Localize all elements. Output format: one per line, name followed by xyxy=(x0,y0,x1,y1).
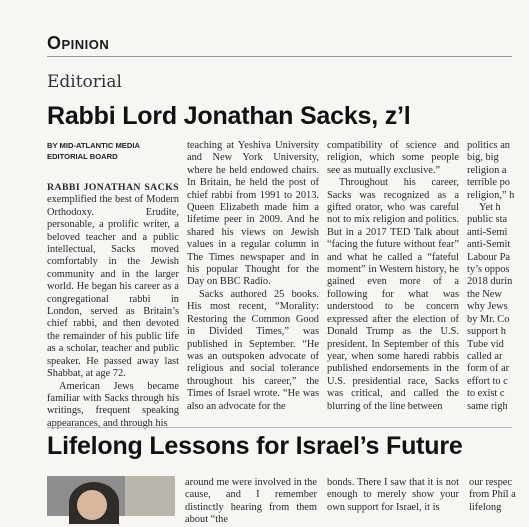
column-4-line: Yet h xyxy=(479,202,501,214)
editorial-headline: Rabbi Lord Jonathan Sacks, z’l xyxy=(47,102,411,130)
column-4-line: Tube vid xyxy=(467,338,504,350)
column-4-line: religion a xyxy=(467,164,507,176)
column-4-line: effort to c xyxy=(467,375,508,387)
editorial-kicker: Editorial xyxy=(47,72,122,92)
column-4-line: why Jews xyxy=(467,301,508,313)
editorial-column-1 xyxy=(47,140,179,430)
second-headline: Lifelong Lessons for Israel’s Future xyxy=(47,432,463,460)
editorial-column-4 xyxy=(467,140,527,413)
editorial-column-2 xyxy=(187,140,319,413)
column-4-line: terrible po xyxy=(467,177,510,189)
column-4-line: 2018 durin xyxy=(467,276,513,288)
editorial-body xyxy=(47,140,517,429)
lead-in: RABBI JONATHAN SACKS xyxy=(47,182,179,193)
paragraph: teaching at Yeshiva University and New York University, where he held endowed chairs. In Britain, he held the post of chief rabbi from 1991 to 2013. Queen Elizabeth made him a lifetime peer in 2009. And he shared his views on Jewish values in a regular column in The Times newspaper and in his popular Thought for the Day on BBC Radio. xyxy=(187,140,319,288)
column-4-line: by Mr. Co xyxy=(467,313,510,325)
section-title: Opinion xyxy=(47,33,110,53)
second-column-1: around me were involved in the cause, and I remember distinctly hearing from them about “the xyxy=(185,477,317,526)
column-4-line: religion,” h xyxy=(467,189,515,201)
paragraph: Sacks authored 25 books. His most recent, “Morality: Restoring the Common Good in Divided Times,” was published in September. “He was an outspoken advocate of religious and social tolerance throughout his career,” the Times of Israel wrote. “He was also an advocate for the xyxy=(187,288,319,412)
column-4-line: politics an xyxy=(467,140,510,151)
column-4-line: called ar xyxy=(467,350,503,362)
editorial-column-3 xyxy=(327,140,459,413)
column-4-line: ty’s oppos xyxy=(467,264,510,276)
column-4-line: anti-Semit xyxy=(467,239,511,251)
author-photo xyxy=(47,476,175,516)
lead-paragraph xyxy=(47,182,179,381)
column-4-line: big, big xyxy=(467,152,499,164)
column-4-line: Labour Pa xyxy=(467,251,510,263)
column-4-line: same righ xyxy=(467,400,508,412)
column-4-line: anti-Semi xyxy=(467,226,508,238)
column-4-line: form of ar xyxy=(467,363,510,375)
column-4-line: to exist c xyxy=(467,388,505,400)
paragraph-text: exemplified the best of Modern Orthodoxy. Erudite, personable, a prolific writer, a beloved teacher and a public intellectual, Sacks moved comfortably in the Jewish community and in the larger world. He began his career as a congregational rabbi in London, served as Britain’s chief rabbi, and then devoted the remainder of his public life as a scholar, teacher and public speaker. He passed away last Shabbat, at age 72. xyxy=(47,194,179,380)
paragraph: American Jews became familiar with Sacks through his writings, frequent speaking appearances, and through his xyxy=(47,380,179,429)
column-4-line: the New xyxy=(467,288,502,300)
second-story-body xyxy=(185,477,516,526)
second-column-3: our respec from Phil a lifelong xyxy=(469,477,516,513)
column-4-line: support h xyxy=(467,326,506,338)
byline: BY MID-ATLANTIC MEDIA EDITORIAL BOARD xyxy=(47,141,140,161)
photo-background xyxy=(125,476,175,516)
story-divider xyxy=(47,427,512,428)
column-4-line: public sta xyxy=(467,214,508,226)
section-rule xyxy=(47,56,512,57)
second-column-2: bonds. There I saw that it is not enough to merely show your own support for Israel, it is xyxy=(327,477,459,513)
paragraph: Throughout his career, Sacks was recognized as a gifted orator, who was careful not to mix religion and politics. But in a 2017 TED Talk about “facing the future without fear” and what he called a “fateful moment” in Western history, he gained even more of a following for what was understood to be concern expressed after the election of Donald Trump as the U.S. president. In September of this year, when some haredi rabbis published endorsements in the U.S. presidential race, Sacks was critical, and called the blurring of the line between xyxy=(327,177,459,412)
paragraph: compatibility of science and religion, which some people see as mutually exclusive.” xyxy=(327,140,459,176)
photo-face xyxy=(77,490,107,520)
